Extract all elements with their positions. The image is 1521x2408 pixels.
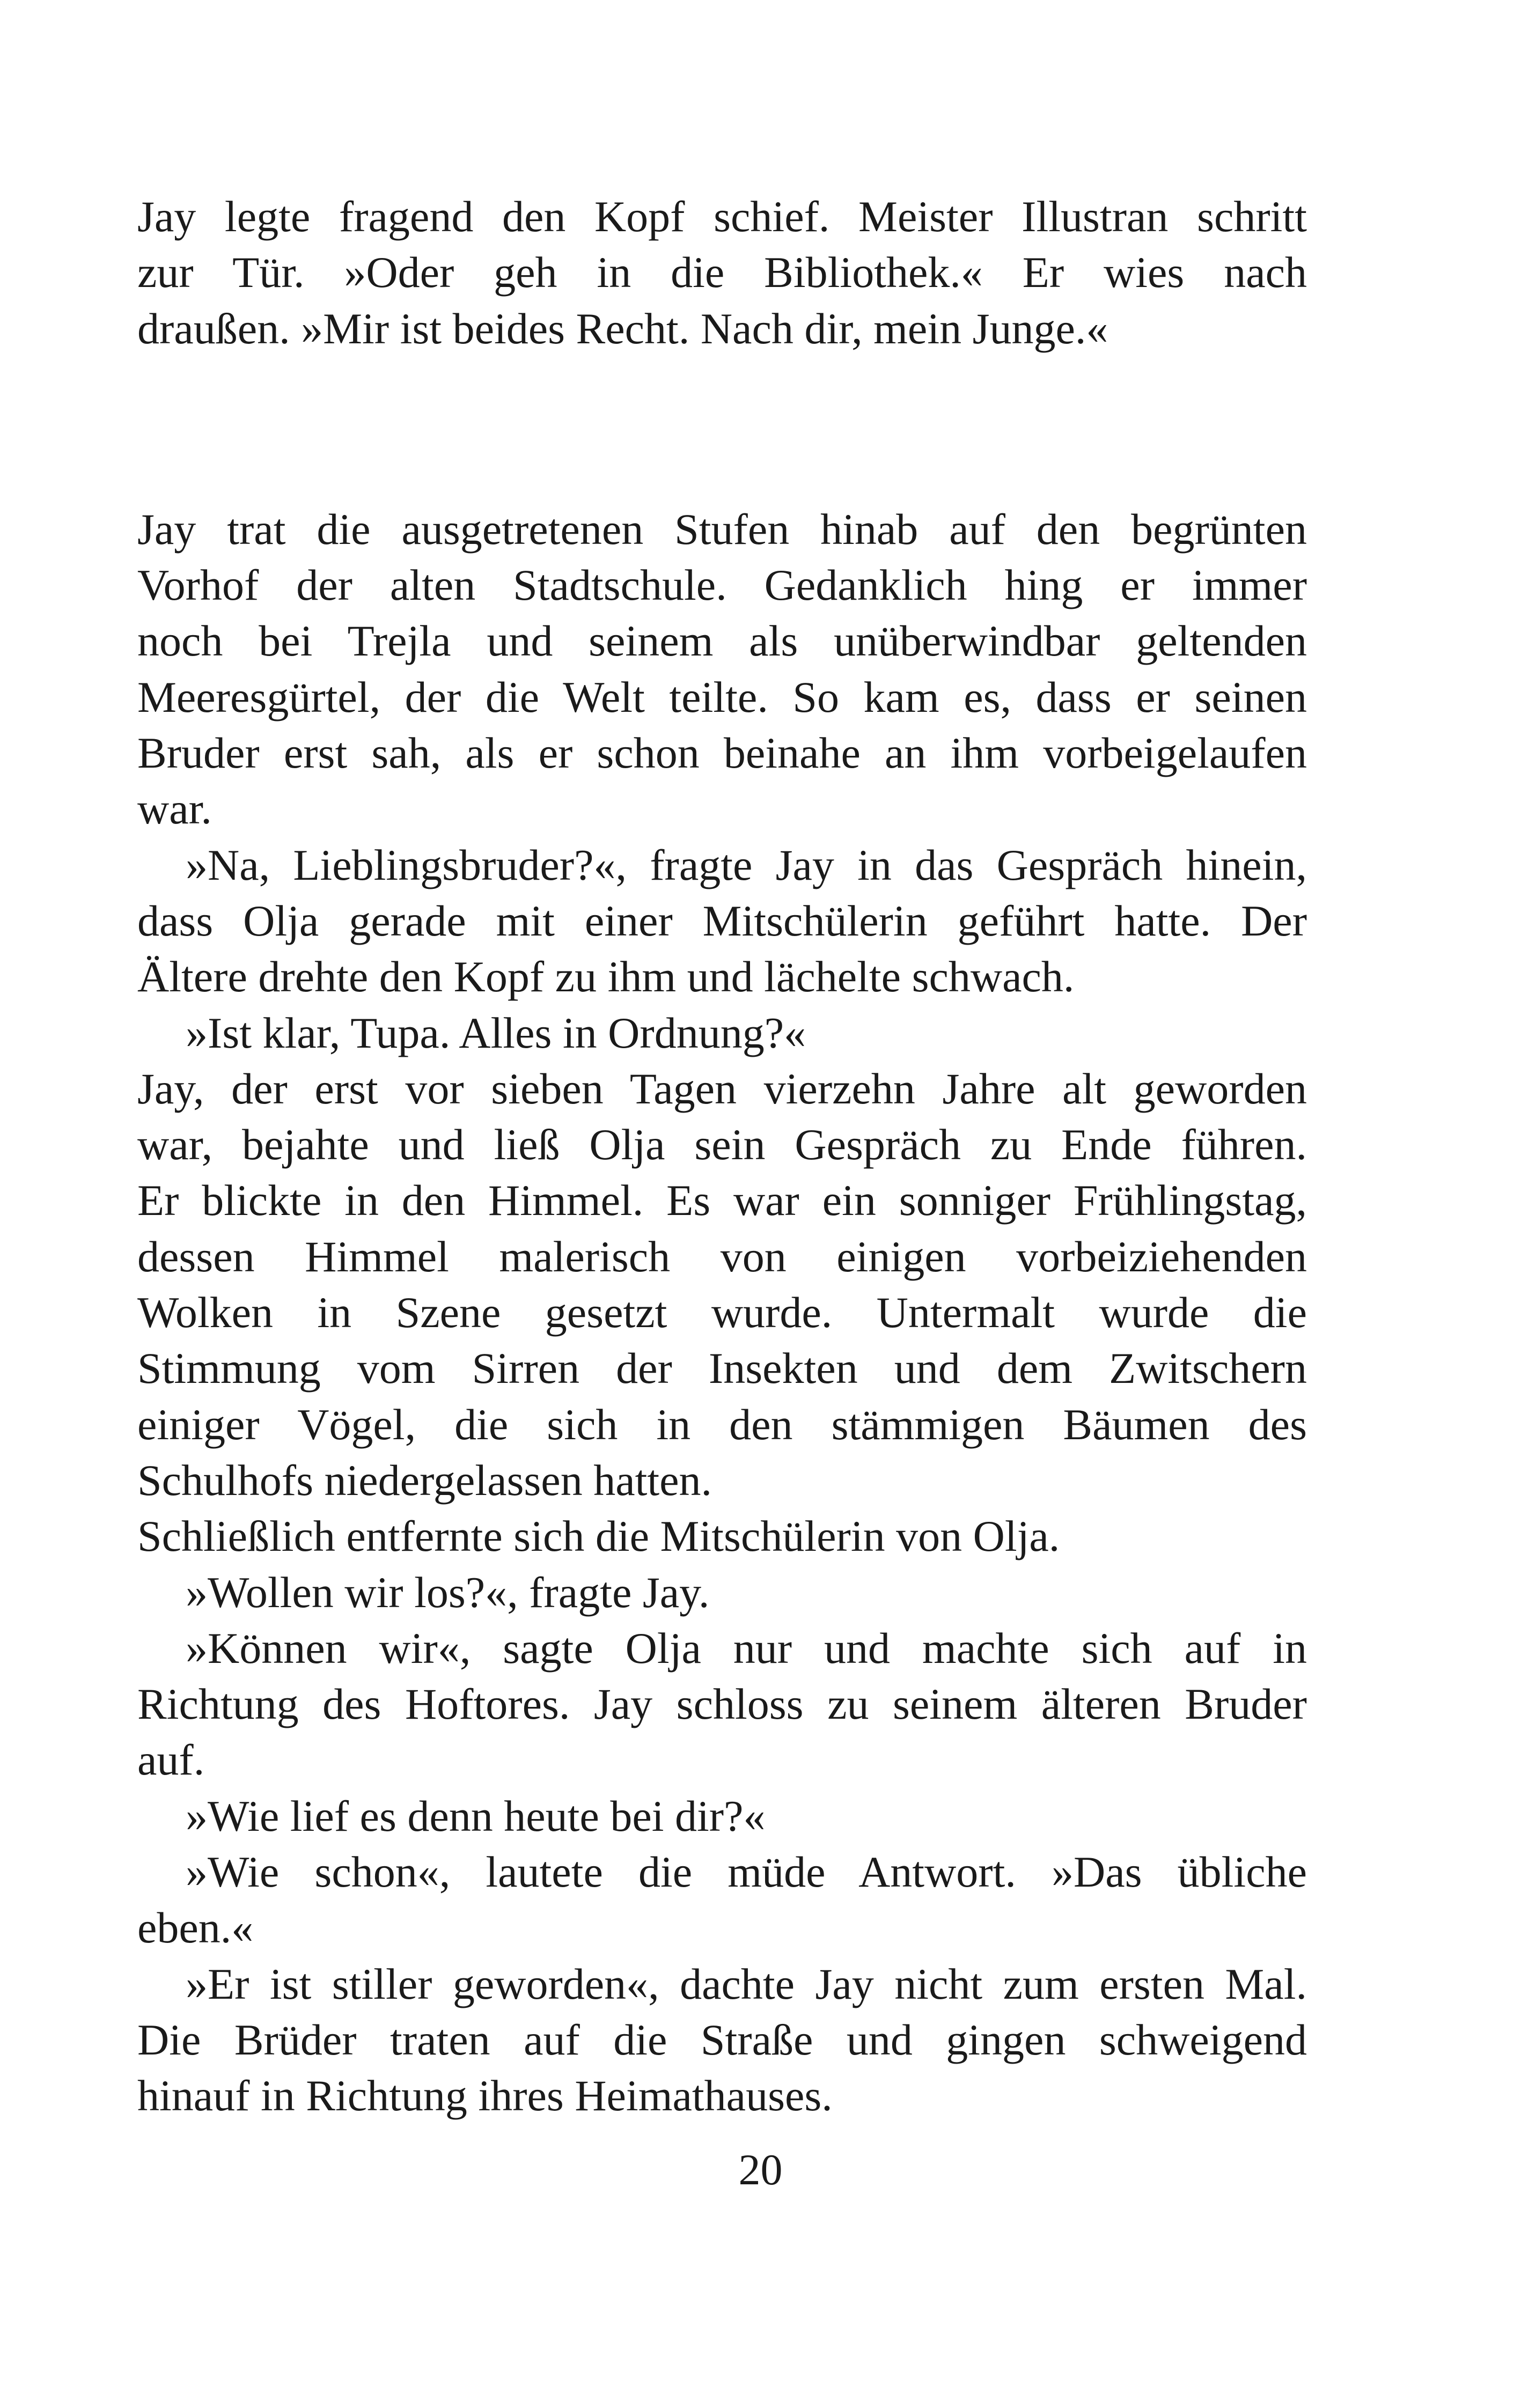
text-line: »Na, Lieblingsbruder?«, fragte Jay in das Gespräch hinein,: [186, 840, 1307, 889]
text-line: Jay legte fragend den Kopf schief. Meister Illustran schritt: [137, 192, 1307, 241]
text-line: Schulhofs niedergelassen hatten.: [137, 1455, 712, 1505]
text-line: »Er ist stiller geworden«, dachte Jay nicht zum ersten Mal.: [186, 1959, 1307, 2008]
text-line: Meeresgürtel, der die Welt teilte. So kam es, dass er seinen: [137, 672, 1307, 721]
text-line: Wolken in Szene gesetzt wurde. Untermalt wurde die: [137, 1288, 1307, 1337]
text-line: war, bejahte und ließ Olja sein Gespräch zu Ende führen.: [137, 1120, 1307, 1169]
text-line: Er blickte in den Himmel. Es war ein sonniger Frühlingstag,: [137, 1176, 1307, 1225]
text-line: »Können wir«, sagte Olja nur und machte sich auf in: [186, 1623, 1307, 1673]
text-line: zur Tür. »Oder geh in die Bibliothek.« Er wies nach: [137, 248, 1307, 297]
text-line: eben.«: [137, 1903, 254, 1953]
text-line: auf.: [137, 1735, 205, 1785]
page-number: 20: [738, 2145, 783, 2194]
text-line: Vorhof der alten Stadtschule. Gedanklich hing er immer: [137, 561, 1307, 610]
scene-break: [137, 357, 1307, 502]
text-line: draußen. »Mir ist beides Recht. Nach dir, mein Junge.«: [137, 304, 1108, 353]
text-line: dessen Himmel malerisch von einigen vorbeiziehenden: [137, 1232, 1307, 1281]
text-line: Richtung des Hoftores. Jay schloss zu seinem älteren Bruder: [137, 1680, 1307, 1729]
text-line: »Wollen wir los?«, fragte Jay.: [186, 1567, 710, 1617]
text-line: »Ist klar, Tupa. Alles in Ordnung?«: [186, 1008, 806, 1057]
text-line: einiger Vögel, die sich in den stämmigen Bäumen des: [137, 1400, 1307, 1449]
text-line: Jay, der erst vor sieben Tagen vierzehn Jahre alt geworden: [137, 1064, 1307, 1113]
text-line: »Wie lief es denn heute bei dir?«: [186, 1791, 766, 1840]
text-line: Bruder erst sah, als er schon beinahe an ihm vorbeigelaufen: [137, 728, 1307, 778]
body-text: [137, 189, 1307, 2124]
text-line: dass Olja gerade mit einer Mitschülerin geführt hatte. Der: [137, 896, 1307, 945]
text-line: Die Brüder traten auf die Straße und gingen schweigend: [137, 2015, 1307, 2064]
text-line: hinauf in Richtung ihres Heimathauses.: [137, 2071, 833, 2120]
text-line: noch bei Trejla und seinem als unüberwindbar geltenden: [137, 616, 1307, 666]
text-line: Ältere drehte den Kopf zu ihm und lächelte schwach.: [137, 952, 1075, 1002]
text-line: Jay trat die ausgetretenen Stufen hinab auf den begrünten: [137, 504, 1307, 554]
text-line: Stimmung vom Sirren der Insekten und dem Zwitschern: [137, 1344, 1307, 1393]
text-line: war.: [137, 784, 212, 834]
text-line: Schließlich entfernte sich die Mitschülerin von Olja.: [137, 1512, 1060, 1561]
text-line: »Wie schon«, lautete die müde Antwort. »Das übliche: [186, 1847, 1307, 1897]
